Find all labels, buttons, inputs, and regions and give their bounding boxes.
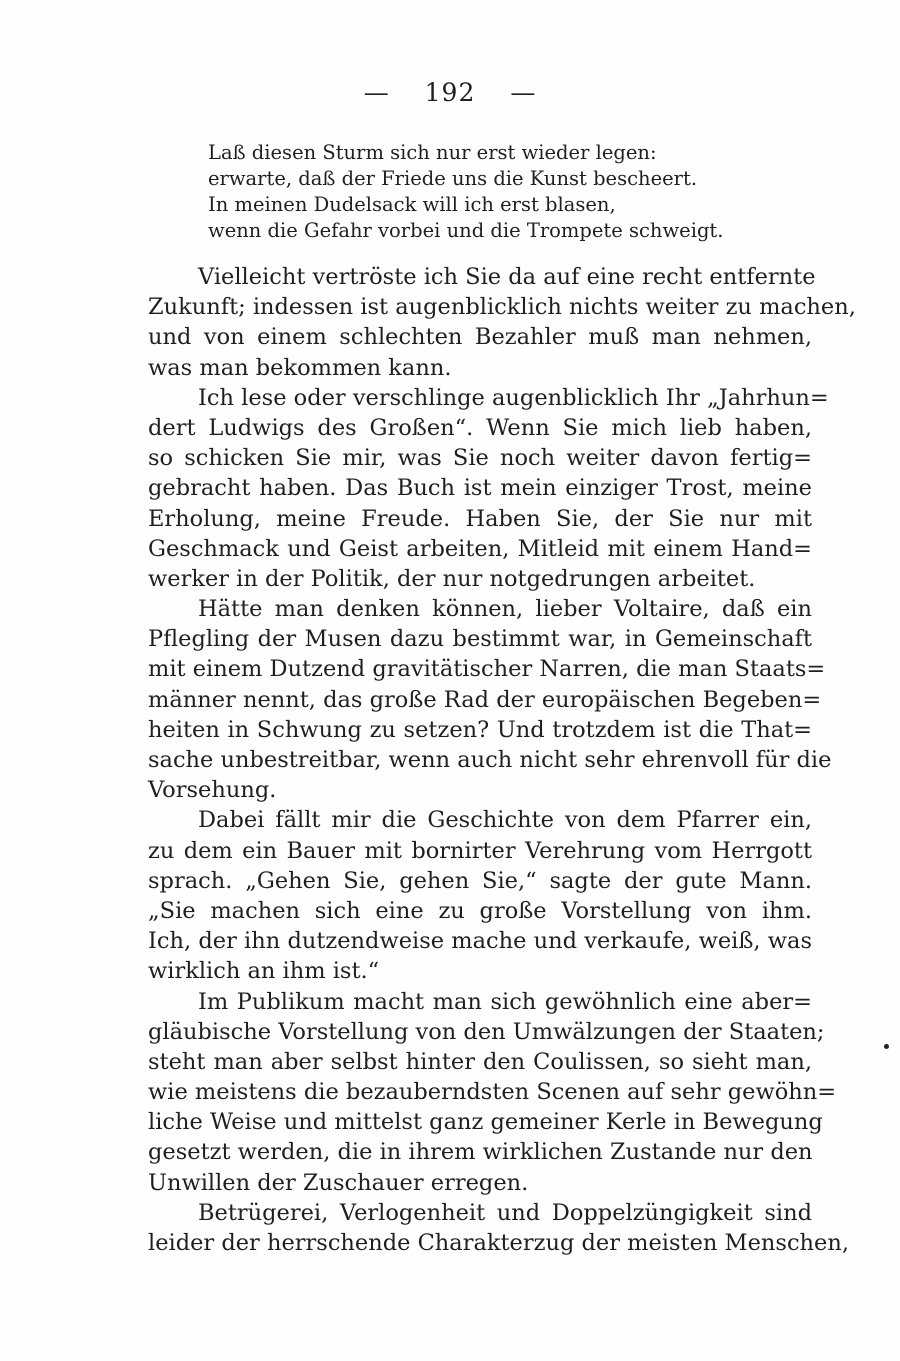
text-line: sprach. „Gehen Sie, gehen Sie,“ sagte der gute Mann. [148,867,812,894]
page-number: 192 [424,78,476,107]
body-text [148,262,856,1258]
text-line: leider der herrschende Charakterzug der meisten Menschen, [148,1230,849,1256]
text-line: Erholung, meine Freude. Haben Sie, der Sie nur mit [148,505,812,532]
text-line: dert Ludwigs des Großen“. Wenn Sie mich lieb haben, [148,414,812,441]
text-line: gesetzt werden, die in ihrem wirklichen Zustande nur den [148,1139,813,1166]
text-line: sache unbestreitbar, wenn auch nicht sehr ehrenvoll für die [148,747,832,773]
text-line: mit einem Dutzend gravitätischer Narren, die man Staats= [148,656,826,683]
text-line: Hätte man denken können, lieber Voltaire, daß ein [198,596,812,623]
text-line: Unwillen der Zuschauer erregen. [148,1169,529,1196]
text-line: gebracht haben. Das Buch ist mein einziger Trost, meine [148,475,812,502]
text-line: gläubische Vorstellung von den Umwälzungen der Staaten; [148,1018,825,1045]
verse-line: wenn die Gefahr vorbei und die Trompete schweigt. [208,219,724,242]
header-dash-right: — [510,78,537,107]
ink-speck [884,1044,889,1049]
page-header [0,78,900,107]
text-line: heiten in Schwung zu setzen? Und trotzdem ist die That= [148,716,812,743]
header-dash-left: — [363,78,390,107]
text-line: Vielleicht vertröste ich Sie da auf eine recht entfernte [198,264,816,290]
text-line: liche Weise und mittelst ganz gemeiner Kerle in Bewegung [148,1109,823,1136]
verse-block [208,140,768,244]
text-line: „Sie machen sich eine zu große Vorstellung von ihm. [148,897,812,924]
text-line: Pflegling der Musen dazu bestimmt war, in Gemeinschaft [148,626,812,653]
verse-line: Laß diesen Sturm sich nur erst wieder legen: [208,141,657,164]
text-line: was man bekommen kann. [148,354,452,381]
verse-line: In meinen Dudelsack will ich erst blasen, [208,193,616,216]
text-line: Ich, der ihn dutzendweise mache und verkaufe, weiß, was [148,928,812,955]
text-line: so schicken Sie mir, was Sie noch weiter davon fertig= [148,445,812,472]
text-line: männer nennt, das große Rad der europäischen Begeben= [148,686,822,713]
text-line: werker in der Politik, der nur notgedrungen arbeitet. [148,565,756,592]
verse-line: erwarte, daß der Friede uns die Kunst bescheert. [208,167,698,190]
text-line: Im Publikum macht man sich gewöhnlich eine aber= [198,988,812,1015]
text-line: wirklich an ihm ist.“ [148,958,380,985]
text-line: Dabei fällt mir die Geschichte von dem Pfarrer ein, [198,807,812,834]
text-line: steht man aber selbst hinter den Coulissen, so sieht man, [148,1048,812,1075]
text-line: zu dem ein Bauer mit bornirter Verehrung vom Herrgott [148,837,812,864]
text-line: Ich lese oder verschlinge augenblicklich Ihr „Jahrhun= [198,384,829,411]
text-line: Vorsehung. [148,777,277,804]
text-line: Zukunft; indessen ist augenblicklich nichts weiter zu machen, [148,294,856,321]
text-line: Betrügerei, Verlogenheit und Doppelzüngigkeit sind [198,1199,812,1226]
text-line: Geschmack und Geist arbeiten, Mitleid mit einem Hand= [148,535,812,562]
text-line: wie meistens die bezauberndsten Scenen auf sehr gewöhn= [148,1079,837,1106]
text-line: und von einem schlechten Bezahler muß man nehmen, [148,324,812,351]
